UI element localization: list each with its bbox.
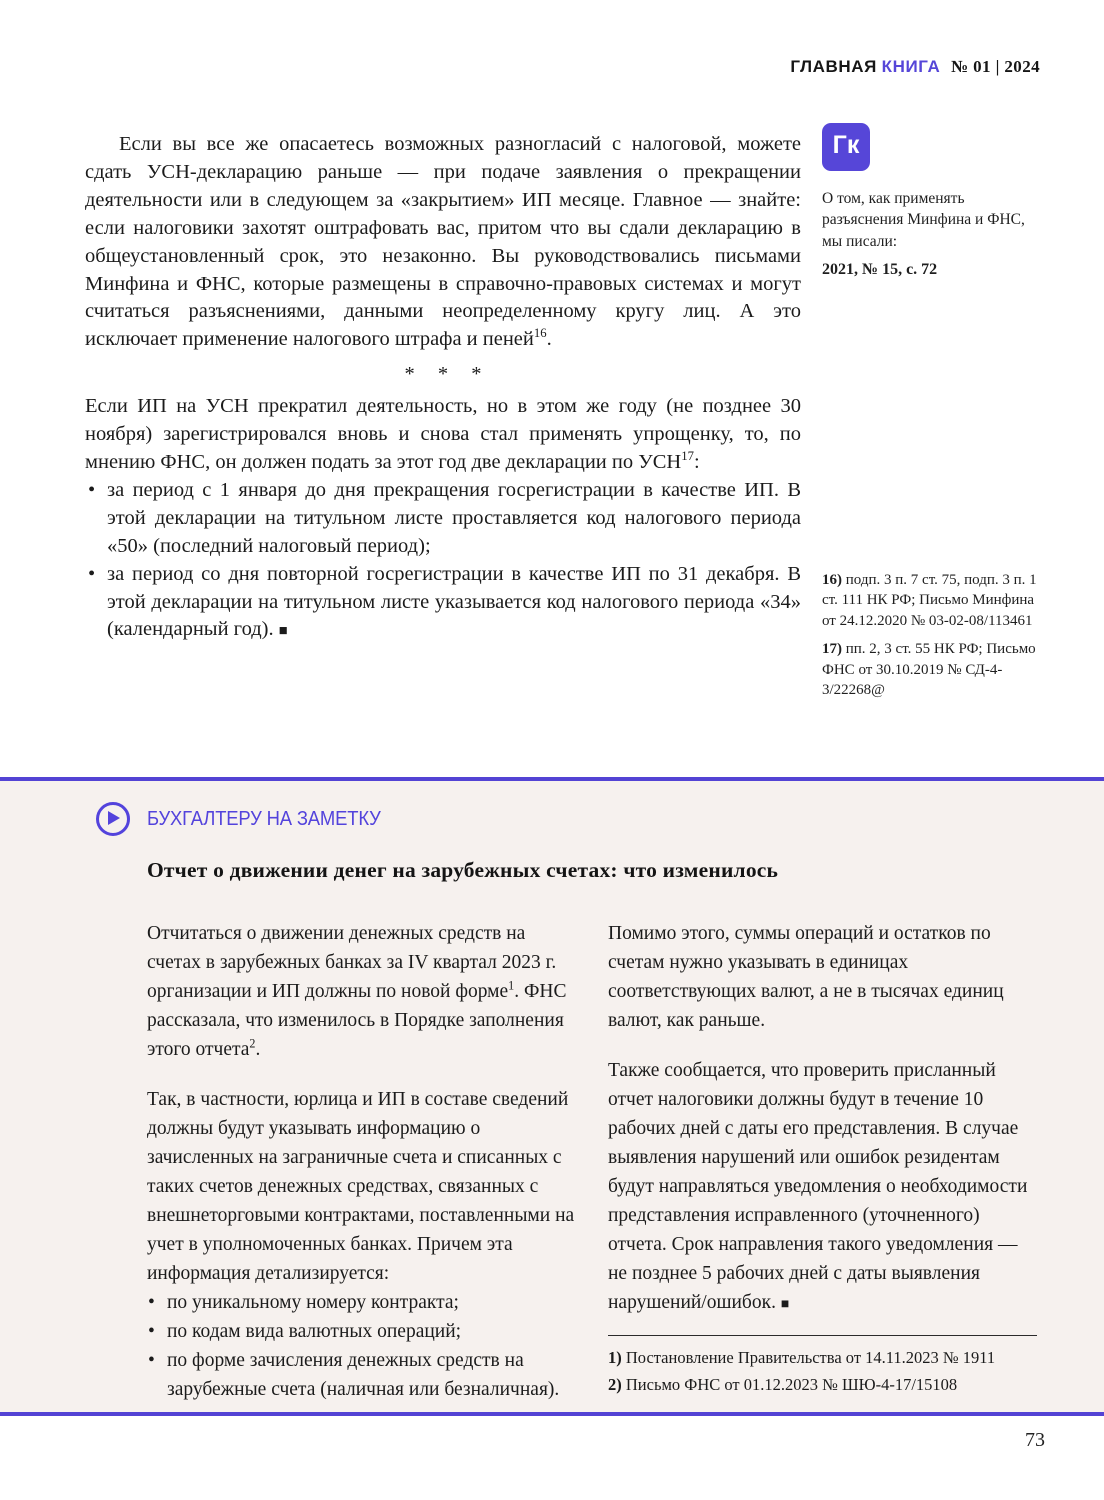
note-columns xyxy=(147,919,1037,1404)
paragraph-text: Отчитаться о движении денежных средств на счетах в зарубежных банках за IV квартал 2023 г. организации и ИП должны по новой форме xyxy=(147,923,557,1002)
list-item xyxy=(85,561,801,647)
note-paragraph xyxy=(608,1056,1037,1319)
paragraph-text: : xyxy=(693,450,700,473)
footnote-ref-16: 16 xyxy=(533,326,547,341)
article-bullet-list xyxy=(85,477,801,646)
footnote-ref-2: 2 xyxy=(249,1036,256,1051)
brand-name-accent: КНИГА xyxy=(881,57,941,76)
sidebar-issue-reference: 2021, № 15, с. 72 xyxy=(822,261,938,279)
list-item-text: за период со дня повторной госрегистрации в качестве ИП по 31 декабря. В этой декларации на титульном листе указывается код налогового периода «34» (календарный год). xyxy=(107,562,801,641)
article-end-mark: ■ xyxy=(278,623,288,640)
note-column-left xyxy=(147,919,576,1404)
section-separator: * * * xyxy=(404,363,491,386)
footnote-number: 16) xyxy=(822,572,842,588)
footer-divider-line xyxy=(0,1412,1104,1416)
list-item-text: по уникальному номеру контракта; xyxy=(167,1292,459,1313)
paragraph-text: . ФНС рассказала, что изменилось в Порядке заполнения этого отчета xyxy=(147,981,567,1060)
footnote xyxy=(822,639,1046,700)
note-heading: Отчет о движении денег на зарубежных счетах: что изменилось xyxy=(147,858,779,882)
footnote-text: подп. 3 п. 7 ст. 75, подп. 3 п. 1 ст. 111 НК РФ; Письмо Минфина от 24.12.2020 № 03-02-08/113461 xyxy=(822,572,1037,629)
paragraph-text: Если вы все же опасаетесь возможных разногласий с налоговой, можете сдать УСН-декларацию раньше — при подаче заявления о прекращении деятельности или в следующем за «закрытием» ИП месяце. Главное — знайте: если налоговики захотят оштрафовать вас, притом что вы сдали декларацию в общеустановленный срок, это незаконно. Вы руководствовались письмами Минфина и ФНС, которые размещены в справочно-правовых системах и могут считаться разъяснениями, данными неопределенному кругу лиц. А это исключает применение налогового штрафа и пеней xyxy=(85,133,801,351)
paragraph-text: . xyxy=(546,328,552,351)
gk-logo-letters: Гк xyxy=(832,131,860,159)
article-paragraph xyxy=(85,393,801,477)
list-item-text: за период с 1 января до дня прекращения госрегистрации в качестве ИП. В этой декларации на титульном листе проставляется код налогового периода «50» (последний налоговый период); xyxy=(107,478,801,557)
article-paragraph xyxy=(85,131,801,354)
sidebar-note: О том, как применять разъяснения Минфина и ФНС, мы писали: xyxy=(822,190,1025,250)
play-icon xyxy=(96,802,130,836)
footnote-text: Постановление Правительства от 14.11.2023 № 1911 xyxy=(625,1348,996,1367)
list-item xyxy=(147,1346,576,1404)
section-kicker xyxy=(96,802,407,836)
margin-sidebar xyxy=(822,123,1046,699)
footnote-text: пп. 2, 3 ст. 55 НК РФ; Письмо ФНС от 30.10.2019 № СД-4-3/22268@ xyxy=(822,641,1036,699)
accountant-note-section xyxy=(0,781,1104,1412)
footnote xyxy=(608,1345,1037,1372)
footnote-number: 2) xyxy=(608,1374,622,1394)
footnote-text: Письмо ФНС от 01.12.2023 № ШЮ-4-17/15108 xyxy=(625,1374,958,1394)
note-end-mark: ■ xyxy=(780,1296,790,1312)
note-paragraph: Помимо этого, суммы операций и остатков по счетам нужно указывать в единицах соответствующих валют, а не в тысячах единиц валют, как раньше. xyxy=(608,923,1004,1031)
footnote-ref-17: 17 xyxy=(681,449,694,464)
footnote xyxy=(822,570,1046,631)
running-head xyxy=(790,57,1040,77)
list-item xyxy=(147,1317,576,1346)
brand-name-main: ГЛАВНАЯ xyxy=(790,57,877,76)
list-item-text: по кодам вида валютных операций; xyxy=(167,1321,462,1342)
list-item xyxy=(147,1288,576,1317)
note-paragraph: Так, в частности, юрлица и ИП в составе сведений должны будут указывать информацию о зачисленных на заграничные счета и списанных с таких счетов денежных средствах, связанных с внешнеторговыми контрактами, поставленными на учет в уполномоченных банках. Причем эта информация детализируется: xyxy=(147,1089,575,1284)
note-paragraph xyxy=(147,919,576,1064)
article-body xyxy=(85,131,801,646)
paragraph-text: . xyxy=(255,1039,261,1060)
note-footnotes xyxy=(608,1335,1037,1398)
footnote-number: 1) xyxy=(608,1348,622,1367)
gk-logo-icon xyxy=(822,123,870,171)
page-number: 73 xyxy=(1025,1429,1045,1451)
list-item xyxy=(85,477,801,561)
note-column-right xyxy=(608,919,1037,1404)
footnote-ref-1: 1 xyxy=(508,978,515,993)
kicker-label: БУХГАЛТЕРУ НА ЗАМЕТКУ xyxy=(147,807,381,830)
footnote-number: 17) xyxy=(822,641,842,658)
note-bullet-list xyxy=(147,1288,576,1404)
paragraph-text: Если ИП на УСН прекратил деятельность, но в этом же году (не позднее 30 ноября) зарегистрировался вновь и снова стал применять упрощенку, то, по мнению ФНС, он должен подать за этот год две декларации по УСН xyxy=(85,395,801,473)
list-item-text: по форме зачисления денежных средств на зарубежные счета (наличная или безналичная). xyxy=(167,1350,560,1400)
paragraph-text: Также сообщается, что проверить присланный отчет налоговики должны будут в течение 10 рабочих дней с даты его представления. В случае выявления нарушений или ошибок резидентам будут направляться уведомления о необходимости представления исправленного (уточненного) отчета. Срок направления такого уведомления — не позднее 5 рабочих дней с даты выявления нарушений/ошибок. xyxy=(608,1060,1028,1313)
sidebar-footnotes xyxy=(822,570,1046,708)
issue-number: № 01 | 2024 xyxy=(951,57,1040,76)
footnote xyxy=(608,1372,1037,1399)
